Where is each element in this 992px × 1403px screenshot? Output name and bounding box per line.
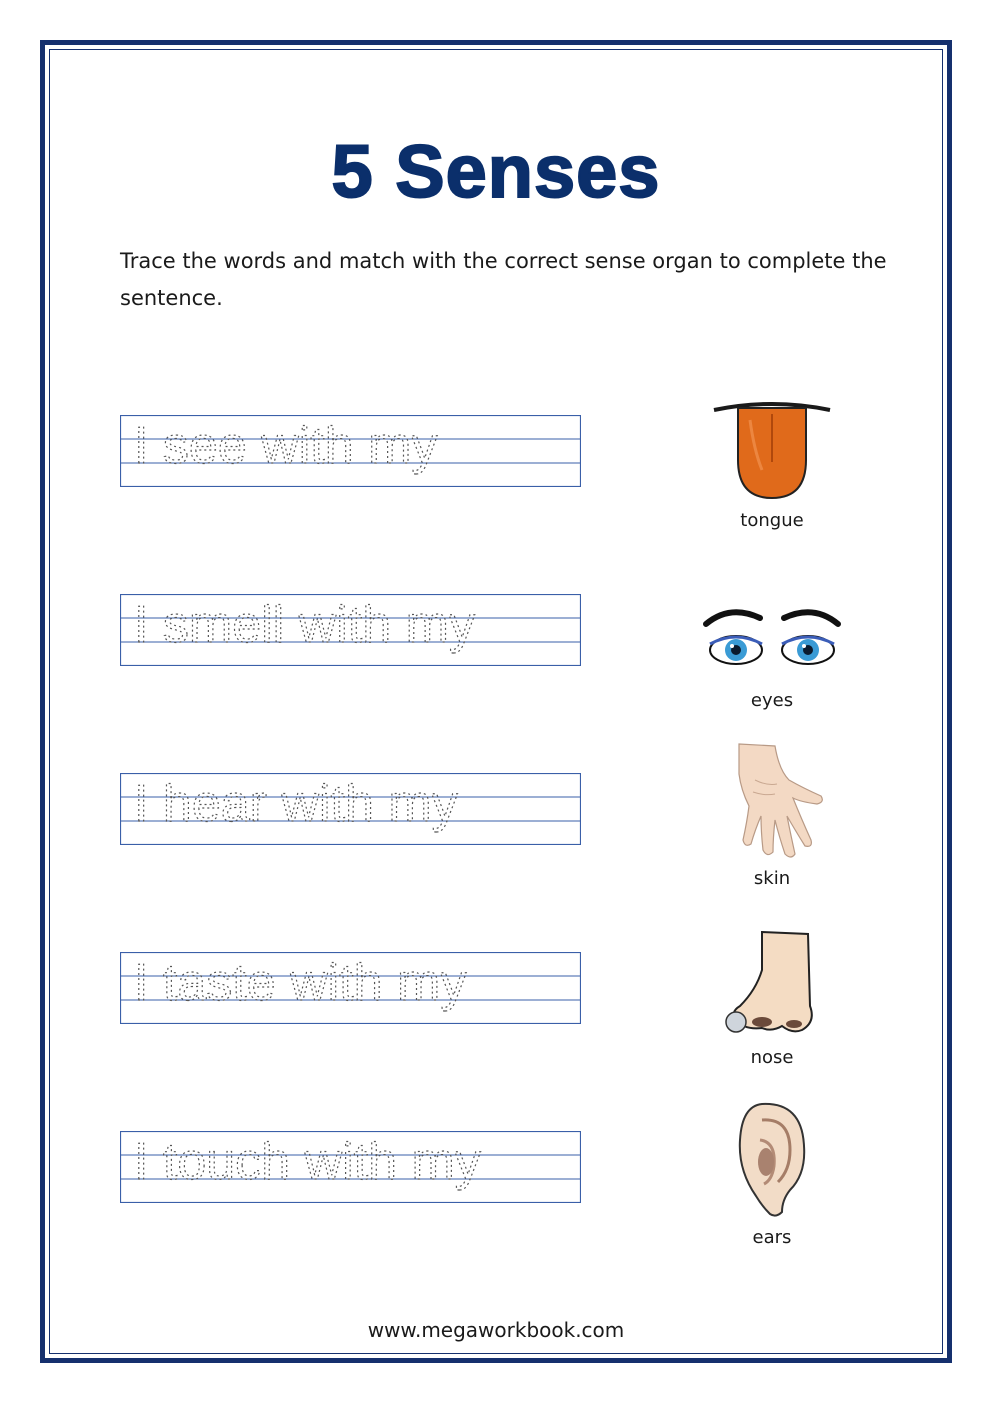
organ-label-ears: ears	[752, 1227, 792, 1248]
nose-icon[interactable]	[700, 930, 844, 1038]
trace-sentence: I taste with my	[134, 954, 467, 1012]
trace-sentence: I hear with my	[134, 775, 458, 833]
eyes-icon[interactable]	[700, 604, 844, 674]
organ-label-tongue: tongue	[740, 510, 804, 531]
ear-icon[interactable]	[700, 1100, 844, 1220]
trace-box-hear[interactable]	[120, 773, 581, 845]
page-title: 5 Senses	[331, 130, 661, 213]
trace-box-taste[interactable]	[120, 952, 581, 1024]
organ-label-skin: skin	[753, 868, 791, 889]
trace-sentence: I touch with my	[134, 1133, 481, 1191]
organ-label-eyes: eyes	[750, 690, 794, 711]
trace-sentence: I see with my	[134, 417, 438, 475]
hand-icon[interactable]	[700, 740, 844, 860]
trace-box-smell[interactable]	[120, 594, 581, 666]
tongue-icon[interactable]	[700, 400, 844, 504]
footer-url[interactable]: www.megaworkbook.com	[367, 1318, 625, 1342]
instructions-text: Trace the words and match with the correct sense organ to complete the sentence.	[120, 249, 887, 310]
trace-box-see[interactable]	[120, 415, 581, 487]
organ-label-nose: nose	[750, 1047, 794, 1068]
trace-sentence: I smell with my	[134, 596, 475, 654]
trace-box-touch[interactable]	[120, 1131, 581, 1203]
